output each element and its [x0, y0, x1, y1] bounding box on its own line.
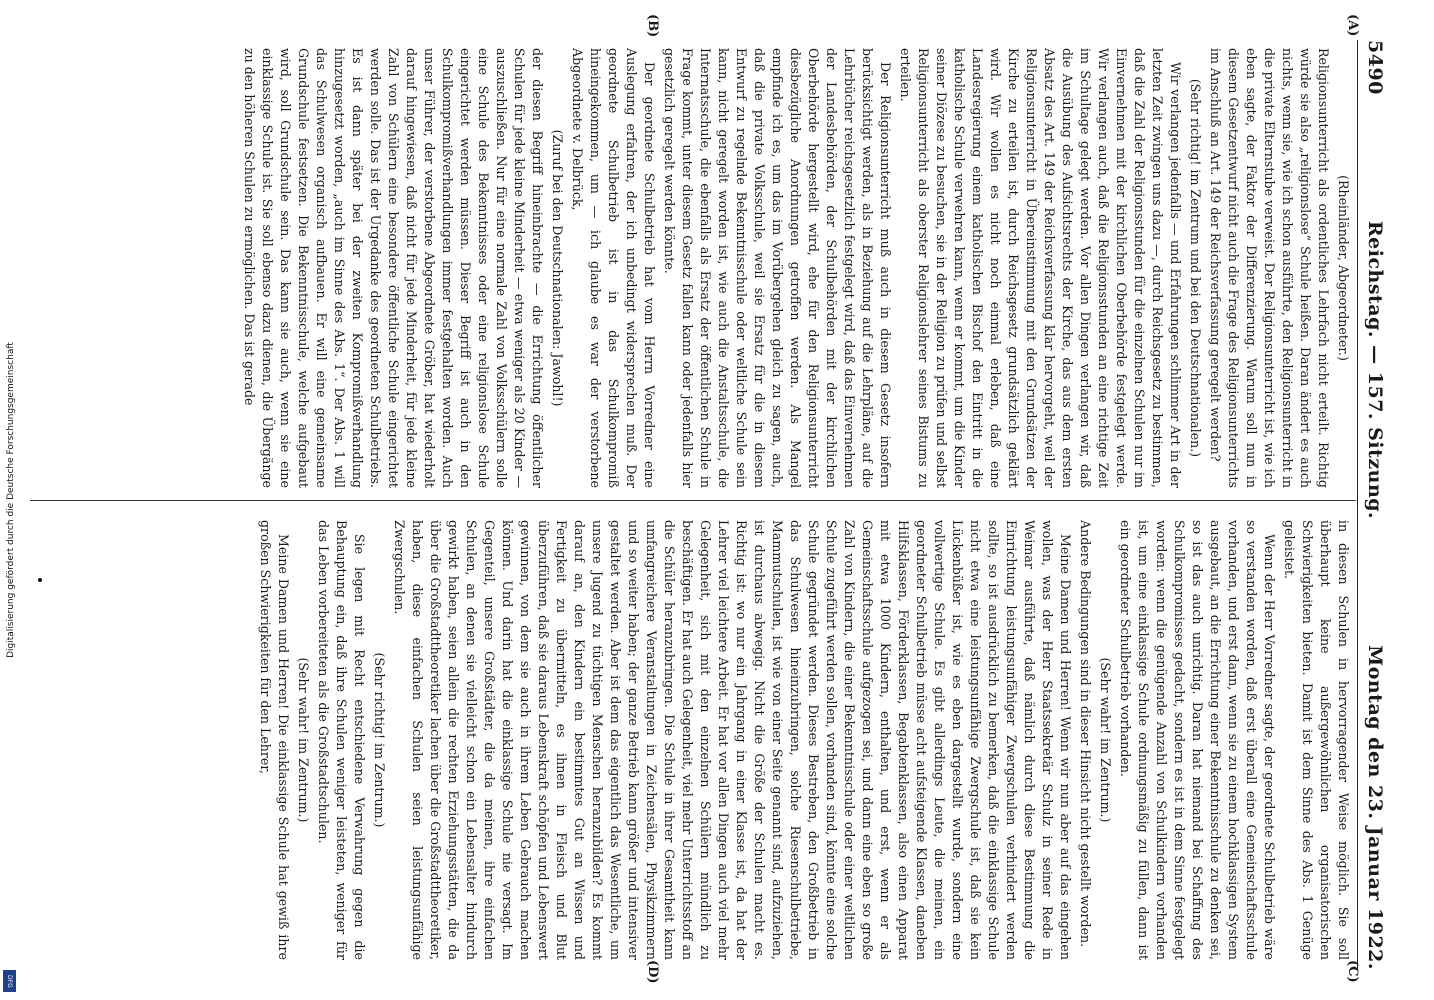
body-paragraph: Der Religionsunterricht muß auch in diesem Gesetz insofern berücksichtigt werden, als in Beziehung auf die Lehrpläne, auf die Lehrbücher reichsgesetzlich festgelegt wird, daß das Einvernehmen der Landesbehörden, der Schulbehörden mit der kirchlichen Oberbehörde hergestellt wird, ehe für den Religionsunterricht diesbezügliche Anordnungen getroffen werden. Als Mangel empfinde ich es, um das im Vorübergehen gleich zu sagen, auch, daß die private Volksschule, weil sie Ersatz für die in diesem Entwurf zu regelnde Bekenntnisschule oder weltliche Schule sein kann, nicht geregelt worden ist, wie auch die Anstaltsschule, die Internatsschule, die ebenfalls als Ersatz der öffentlichen Schule in Frage kommt, unter diesem Gesetz fallen kann oder jedenfalls hier gesetzlich geregelt werden könnte. [662, 48, 893, 488]
interjection-paragraph: (Sehr wahr! im Zentrum.) [1098, 657, 1113, 823]
credit-text: Digitalisierung gefördert durch die Deutsche Forschungsgemeinschaft [6, 342, 16, 658]
body-paragraph: Wenn der Herr Vorredner sagte, der geordnete Schulbetrieb wäre so verstanden worden, daß erst überall eine Gemeinschaftsschule vorhanden, und erst dann, wenn sie zu einem hochklassigen System ausgebaut, an die Errichtung einer Bekenntnisschule zu denken sei, so ist das auch unrichtig. Daran hat niemand bei Schaffung des Schulkompromisses gedacht, sondern es ist in dem Sinne festgelegt worden: wenn die genügende Anzahl von Schulkindern vorhanden ist, um eine einklassige Schule ordnungsmäßig zu füllen, dann ist ein geordneter Schulbetrieb vorhanden. [1118, 520, 1277, 960]
body-paragraph: Wir verlangen jedenfalls — und Erfahrungen schlimmer Art in der letzten Zeit zwingen uns dazu —, durch Reichsgesetz zu bestimmen, daß die Zahl der Religionsstunden für die einzelnen Schulen nur im Einvernehmen mit der kirchlichen Oberbehörde festgelegt werde. Wir verlangen auch, daß die Religionsstunden an eine richtige Zeit im Schultage gelegt werden. Vor allen Dingen verlangen wir, daß die Ausübung des Aufsichtsrechts der Kirche, das aus dem ersten Absatz des Art. 149 der Reichsverfassung klar hervorgeht, weil der Religionsunterricht in Übereinstimmung mit den Grundsätzen der Kirche zu erteilen ist, durch Reichsgesetz grundsätzlich geklärt wird. Wir wollen es nicht noch einmal erleben, daß eine Landesregierung einem katholischen Bischof den Eintritt in die katholische Schule verwehren kann, wenn er kommt, um die Kinder seiner Diözese zu besuchen, sie in der Religion zu prüfen und selbst Religionsunterricht als oberster Religionslehrer seines Bistums zu erteilen. [898, 48, 1183, 488]
body-paragraph: Religionsunterricht als ordentliches Lehrfach nicht erteilt. Richtig würde sie also „religionslose“ Schule heißen. Daran ändert es auch nichts, wenn sie, wie ich schon ausführte, den Religionsunterricht in die private Elternstube verweist. Der Religionsunterricht ist, wie ich eben sagte, der Faktor der Differenzierung. Warum soll nun in diesem Gesetzentwurf nicht auch die Frage des Religionsunterrichts im Anschluß an Art. 149 der Reichsverfassung geregelt werden? [1208, 48, 1331, 488]
session-date: Montag den 23. Januar 1922. [1364, 645, 1386, 970]
page-header [1357, 40, 1392, 970]
margin-marker-c: (C) [1345, 960, 1360, 983]
body-paragraph: in diesen Schulen in hervorragender Weise möglich. Sie soll überhaupt keine außergewöhnlichen organisatorischen Schwierigkeiten bieten. Damit ist dem Sinne des Abs. 1 Genüge geleistet. [1282, 520, 1351, 960]
margin-marker-a: (A) [1345, 14, 1360, 37]
margin-marker-d: (D) [645, 960, 660, 984]
interjection-paragraph: (Sehr wahr! im Zentrum.) [296, 657, 311, 823]
body-paragraph: der diesen Begriff hineinbrachte — die Errichtung öffentlicher Schulen für jede kleine Minderheit — etwa weniger als 20 Kinder — auszuschließen. Nur für eine normale Zahl von Volksschülern solle eine Schule des Bekenntnisses oder eine religionslose Schule eingerichtet werden müssen. Dieser Begriff ist auch in den Schulkompromißverhandlungen immer festgehalten worden. Auch unser Führer, der verstorbene Abgeordnete Gröber, hat wiederholt darauf hingewiesen, daß nicht für jede Minderheit, für jede kleine Zahl von Schülern eine besondere öffentliche Schule eingerichtet werden solle. Das ist der Urgedanke des geordneten Schulbetriebs. Es ist dann später bei der zweiten Kompromißverhandlung hinzugesetzt worden, „auch im Sinne des Abs. 1“. Der Abs. 1 will das Schulwesen organisch aufbauen. Er will eine gemeinsame Grundschule festsetzen. Die Bekenntnisschule, welche aufgebaut wird, soll Grundschule sein. Das kann sie auch, wenn sie eine einklassige Schule ist. Sie soll ebenso dazu dienen, die Übergänge zu den höheren Schulen zu ermöglichen. Das ist gerade [242, 48, 545, 488]
left-text-column [28, 48, 1352, 488]
right-text-column [28, 520, 1352, 960]
interjection-paragraph: (Rheinländer, Abgeordneter.) [1336, 175, 1351, 361]
page-number: 5490 [1364, 40, 1386, 95]
interjection-paragraph: (Zuruf bei den Deutschnationalen: Jawohl!) [550, 129, 565, 407]
column-divider [30, 500, 1356, 501]
body-paragraph: Meine Damen und Herren! Die einklassige Schule hat gewiß ihre großen Schwierigkeiten für den Lehrer, [258, 520, 291, 960]
dfg-logo-icon: DFG [3, 970, 16, 992]
margin-marker-b: (B) [645, 14, 660, 38]
body-paragraph: Der geordnete Schulbetrieb hat vom Herrn Vorredner eine Auslegung erfahren, der ich unbedingt widersprechen muß. Der geordnete Schulbetrieb ist in das Schulkompromiß hineingekommen, um — ich glaube es war der verstorbene Abgeordnete v. Delbrück, [570, 48, 657, 488]
session-title: Reichstag. — 157. Sitzung. [1364, 220, 1386, 520]
interjection-paragraph: (Sehr richtig! im Zentrum.) [372, 652, 387, 828]
body-paragraph: Sie legen mit Recht entschiedene Verwahrung gegen die Behauptung ein, daß ihre Schulen weniger leisteten, weniger für das Leben vorbereiteten als die Großstadtschulen. [316, 520, 367, 960]
body-paragraph: Andere Bedingungen sind in dieser Hinsicht nicht gestellt worden. [1078, 520, 1093, 948]
body-paragraph: Meine Damen und Herren! Wenn wir nun aber auf das eingehen wollen, was der Herr Staatssekretär Schulz in seiner Rede in Weimar ausführte, daß nämlich durch diese Bestimmung die Einrichtung leistungsunfähiger Zwergschulen verhindert werden sollte, so ist ausdrücklich zu bemerken, daß die einklassige Schule nicht etwa eine leistungsunfähige Zwergschule ist, daß sie kein Lückenbüßer ist, wie es eben dargestellt wurde, sondern eine vollwertige Schule. Es gibt allerdings Leute, die meinen, ein geordneter Schulbetrieb müsse acht aufsteigende Klassen, daneben Hilfsklassen, Förderklassen, Begabtenklassen, also einen Apparat mit etwa 1000 Kindern, enthalten, und erst, wenn er als Gemeinschaftsschule aufgezogen sei, und dann eine eben so große Zahl von Kindern, die einer Bekenntnisschule oder einer weltlichen Schule zugeführt werden sollen, vorhanden sind, könnte eine solche Schule gegründet werden. Dieses Bestreben, den Großbetrieb in das Schulwesen hineinzubringen, solche Riesenschulbetriebe, Mammutschulen, ist wie von einer Seite genannt sind, aufzuziehen, ist durchaus abwegig. Nicht die Größe der Schulen macht es. Richtig ist: wo nur ein Jahrgang in einer Klasse ist, da hat der Lehrer viel leichtere Arbeit. Er hat vor allen Dingen auch viel mehr Gelegenheit, sich mit den einzelnen Schülern mündlich zu beschäftigen. Er hat auch Gelegenheit, viel mehr Unterrichtsstoff an die Schüler heranzubringen. Die Schule in ihrer Gesamtheit kann umfangreichere Veranstaltungen in Zeichensälen, Physikzimmern und so weiter haben; der ganze Betrieb kann größer und intensiver gestaltet werden. Aber ist dem das eigentlich das Wesentliche, um unsere Jugend zu tüchtigen Menschen heranzubilden? Es kommt darauf an, den Kindern ein bestimmtes Gut an Wissen und Fertigkeit zu übermitteln, es ihnen in Fleisch und Blut überzuführen, daß sie daraus Lebenskraft schöpfen und Lebenswert gewinnen, von dem sie auch in ihrem Leben Gebrauch machen können. Und darin hat die einklassige Schule nie versagt. Im Gegenteil, unsere Großstädter, die da meinen, ihre einfachen Schulen, an denen sie vielleicht schon ein Lebensalter hindurch gewirkt haben, seien allein die rechten Erziehungsstätten, die da über die Großstadttheoretiker lachen über die Großstadttheoretiker, haben, diese einfachen Schulen seien leistungsunfähige Zwergschulen. [392, 520, 1073, 960]
interjection-paragraph: (Sehr richtig! im Zentrum und bei den Deutschnationalen.) [1188, 78, 1203, 458]
